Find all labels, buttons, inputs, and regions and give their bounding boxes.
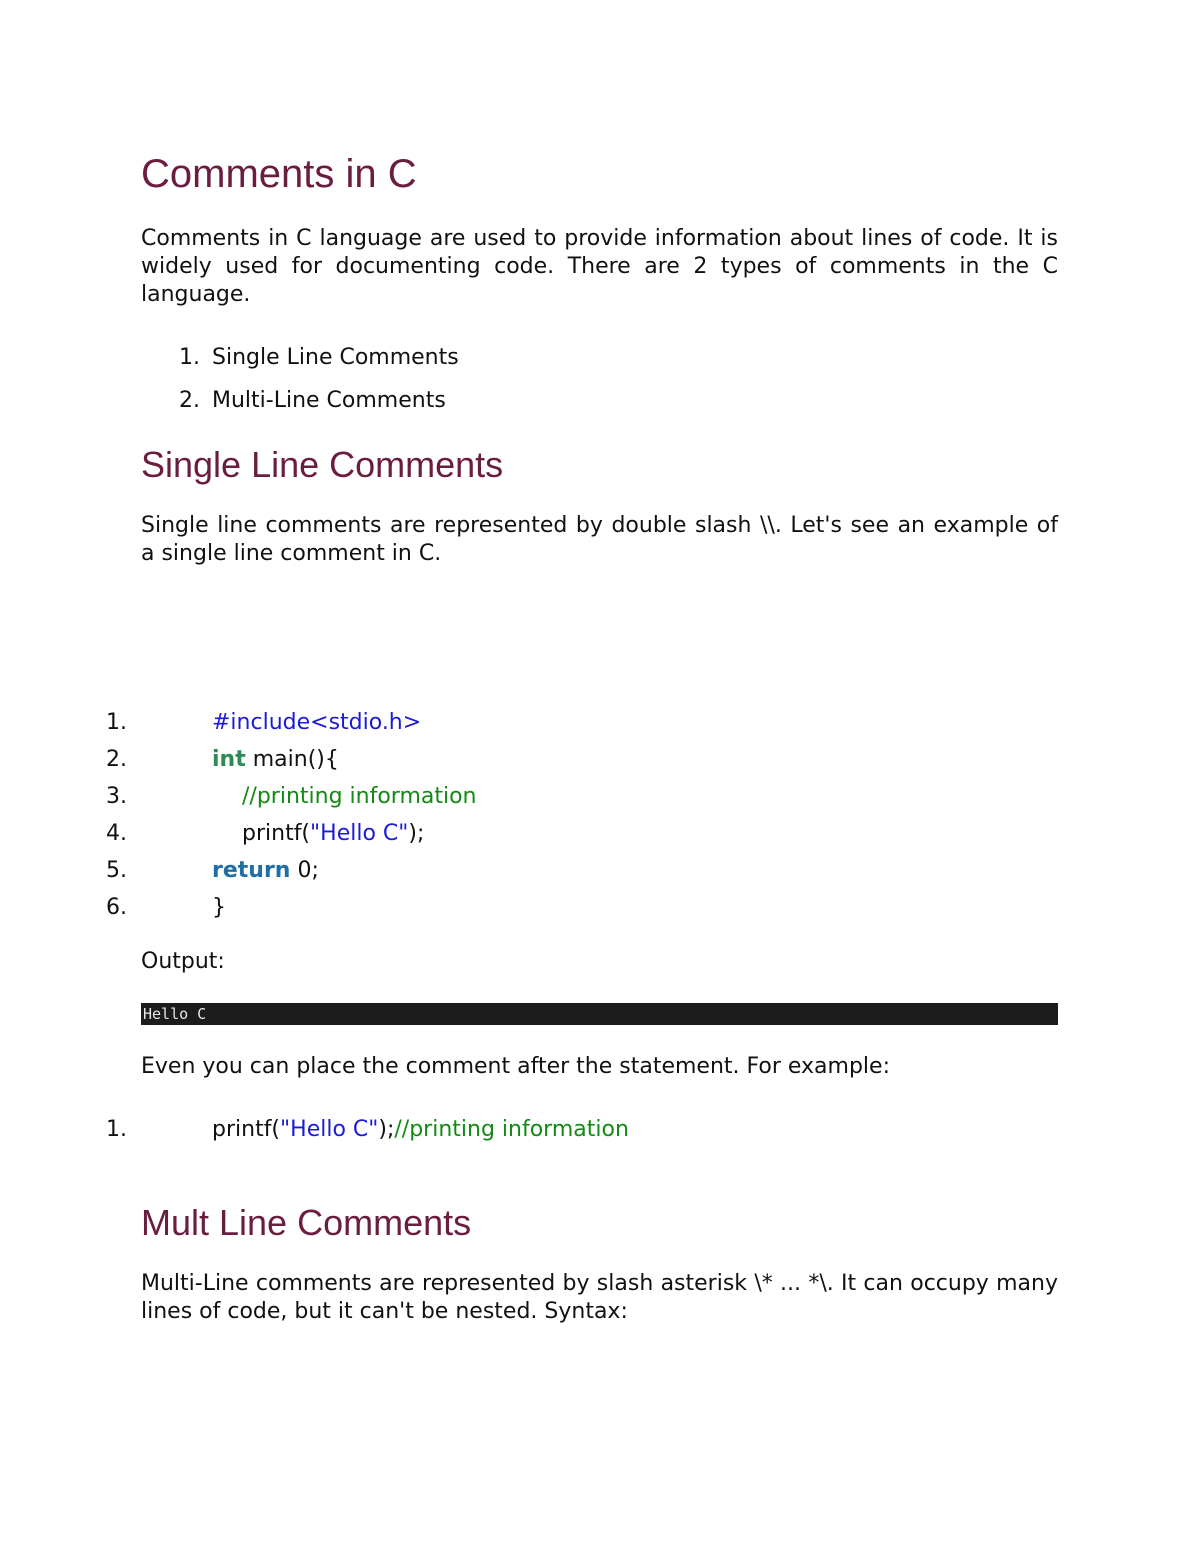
code-line	[0, 893, 1200, 930]
code-line-number: 3.	[106, 784, 127, 809]
code-text: 0;	[290, 858, 319, 883]
code-statement	[242, 819, 424, 849]
code-line-number: 1.	[106, 1117, 127, 1142]
code-text: );	[408, 821, 425, 846]
code-statement	[212, 1115, 629, 1145]
list-text: Multi-Line Comments	[212, 388, 446, 413]
code-string: "Hello C"	[280, 1117, 379, 1142]
code-line-number: 2.	[106, 747, 127, 772]
output-console: Hello C	[141, 1003, 1058, 1025]
code-line	[0, 782, 1200, 819]
code-text: main(){	[245, 747, 339, 772]
single-line-paragraph: Single line comments are represented by double slash \\. Let's see an example of a single line comment in C.	[141, 513, 1058, 566]
code-text: }	[212, 895, 226, 920]
code-line-number: 5.	[106, 858, 127, 883]
code-line-number: 6.	[106, 895, 127, 920]
code-line	[0, 1115, 1200, 1152]
code-keyword: return	[212, 858, 291, 883]
code-statement	[212, 745, 339, 775]
code-function: printf(	[212, 1117, 281, 1142]
list-text: Single Line Comments	[212, 345, 459, 370]
code-preprocessor: #include<stdio.h>	[212, 710, 422, 735]
list-number: 2.	[179, 388, 200, 413]
list-number: 1.	[179, 345, 200, 370]
code-line-number: 4.	[106, 821, 127, 846]
code-statement	[212, 856, 319, 886]
code-comment: //printing information	[242, 784, 477, 809]
after-statement-paragraph: Even you can place the comment after the statement. For example:	[141, 1054, 890, 1079]
section-heading-multi-line: Mult Line Comments	[141, 1202, 472, 1243]
multi-line-paragraph: Multi-Line comments are represented by slash asterisk \* ... *\. It can occupy many lines of code, but it can't be nested. Syntax:	[141, 1271, 1058, 1324]
output-label: Output:	[141, 949, 225, 974]
code-line	[0, 856, 1200, 893]
code-line	[0, 745, 1200, 782]
code-comment: //printing information	[394, 1117, 629, 1142]
page-title: Comments in C	[141, 152, 417, 196]
code-string: "Hello C"	[310, 821, 409, 846]
section-heading-single-line: Single Line Comments	[141, 444, 504, 485]
code-line	[0, 819, 1200, 856]
code-line-number: 1.	[106, 710, 127, 735]
code-line	[0, 708, 1200, 745]
intro-paragraph: Comments in C language are used to provide information about lines of code. It is widely used for documenting code. There are 2 types of comments in the C language.	[141, 226, 1058, 307]
code-keyword: int	[212, 747, 246, 772]
code-function: printf(	[242, 821, 311, 846]
code-text: );	[378, 1117, 395, 1142]
